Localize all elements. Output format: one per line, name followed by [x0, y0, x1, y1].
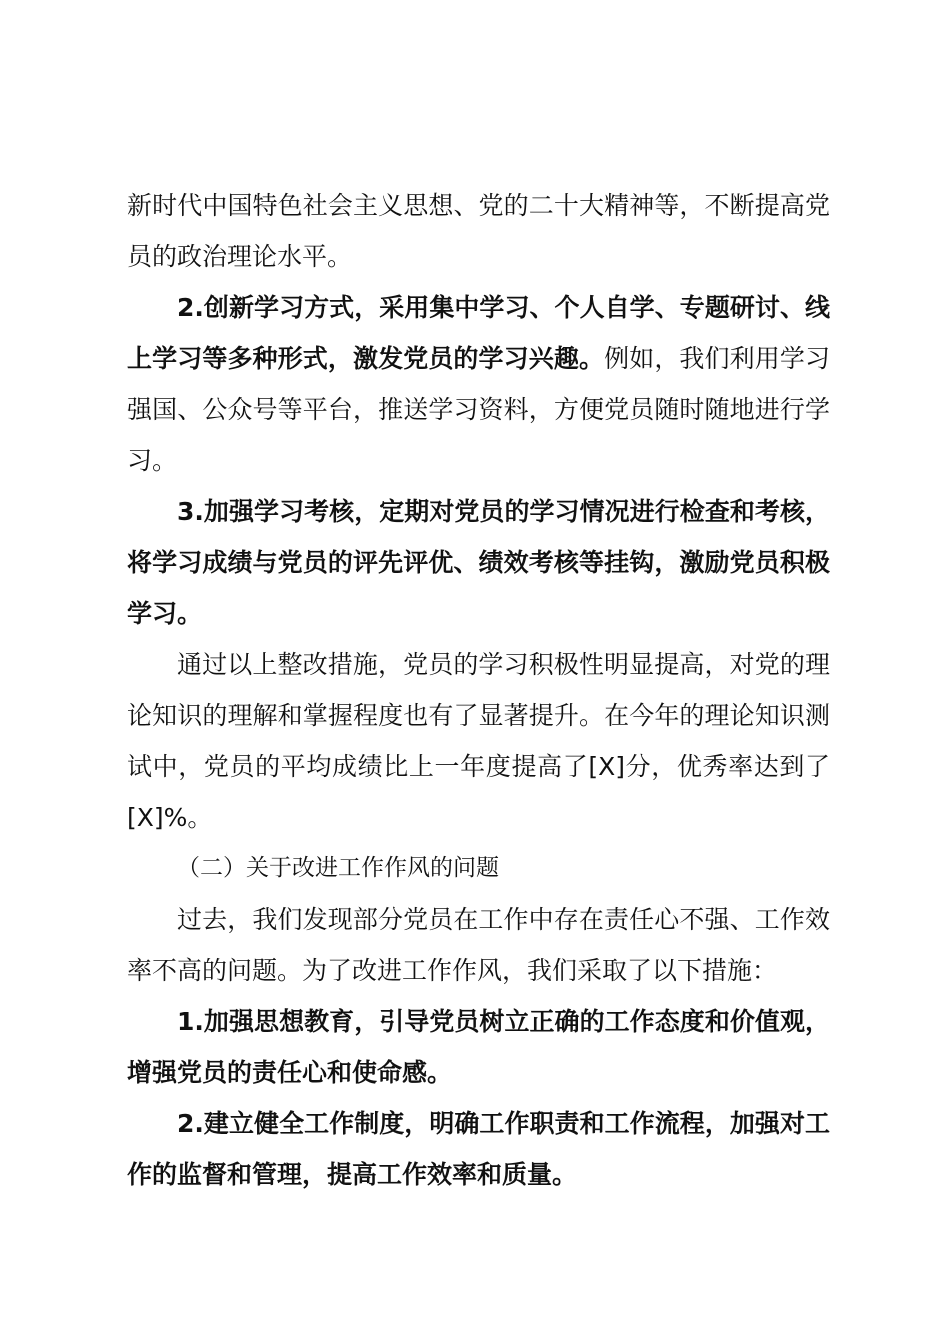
paragraph-1-text: 新时代中国特色社会主义思想、党的二十大精神等，不断提高党员的政治理论水平。: [127, 191, 830, 271]
paragraph-7-bold: 2.建立健全工作制度，明确工作职责和工作流程，加强对工作的监督和管理，提高工作效率和质量。: [127, 1109, 830, 1189]
paragraph-3: [127, 486, 830, 639]
section-heading: （二）关于改进工作作风的问题: [177, 855, 499, 881]
document-body: [127, 180, 830, 1200]
paragraph-7: [127, 1098, 830, 1200]
paragraph-2-text: 例如，我们利用学习强国、公众号等平台，推送学习资料，方便党员随时随地进行学习。: [127, 344, 830, 475]
paragraph-3-bold: 3.加强学习考核，定期对党员的学习情况进行检查和考核，将学习成绩与党员的评先评优、绩效考核等挂钩，激励党员积极学习。: [127, 497, 830, 628]
paragraph-6-bold: 1.加强思想教育，引导党员树立正确的工作态度和价值观，增强党员的责任心和使命感。: [127, 1007, 830, 1087]
paragraph-2-bold: 2.创新学习方式，采用集中学习、个人自学、专题研讨、线上学习等多种形式，激发党员的学习兴趣。: [127, 293, 830, 373]
paragraph-6: [127, 996, 830, 1098]
paragraph-4: [127, 639, 830, 843]
paragraph-2: [127, 282, 830, 486]
paragraph-4-text: 通过以上整改措施，党员的学习积极性明显提高，对党的理论知识的理解和掌握程度也有了显著提升。在今年的理论知识测试中，党员的平均成绩比上一年度提高了[X]分，优秀率达到了[X]%。: [127, 650, 830, 832]
paragraph-1: [127, 180, 830, 282]
paragraph-5: [127, 894, 830, 996]
paragraph-5-text: 过去，我们发现部分党员在工作中存在责任心不强、工作效率不高的问题。为了改进工作作风，我们采取了以下措施：: [127, 905, 830, 985]
